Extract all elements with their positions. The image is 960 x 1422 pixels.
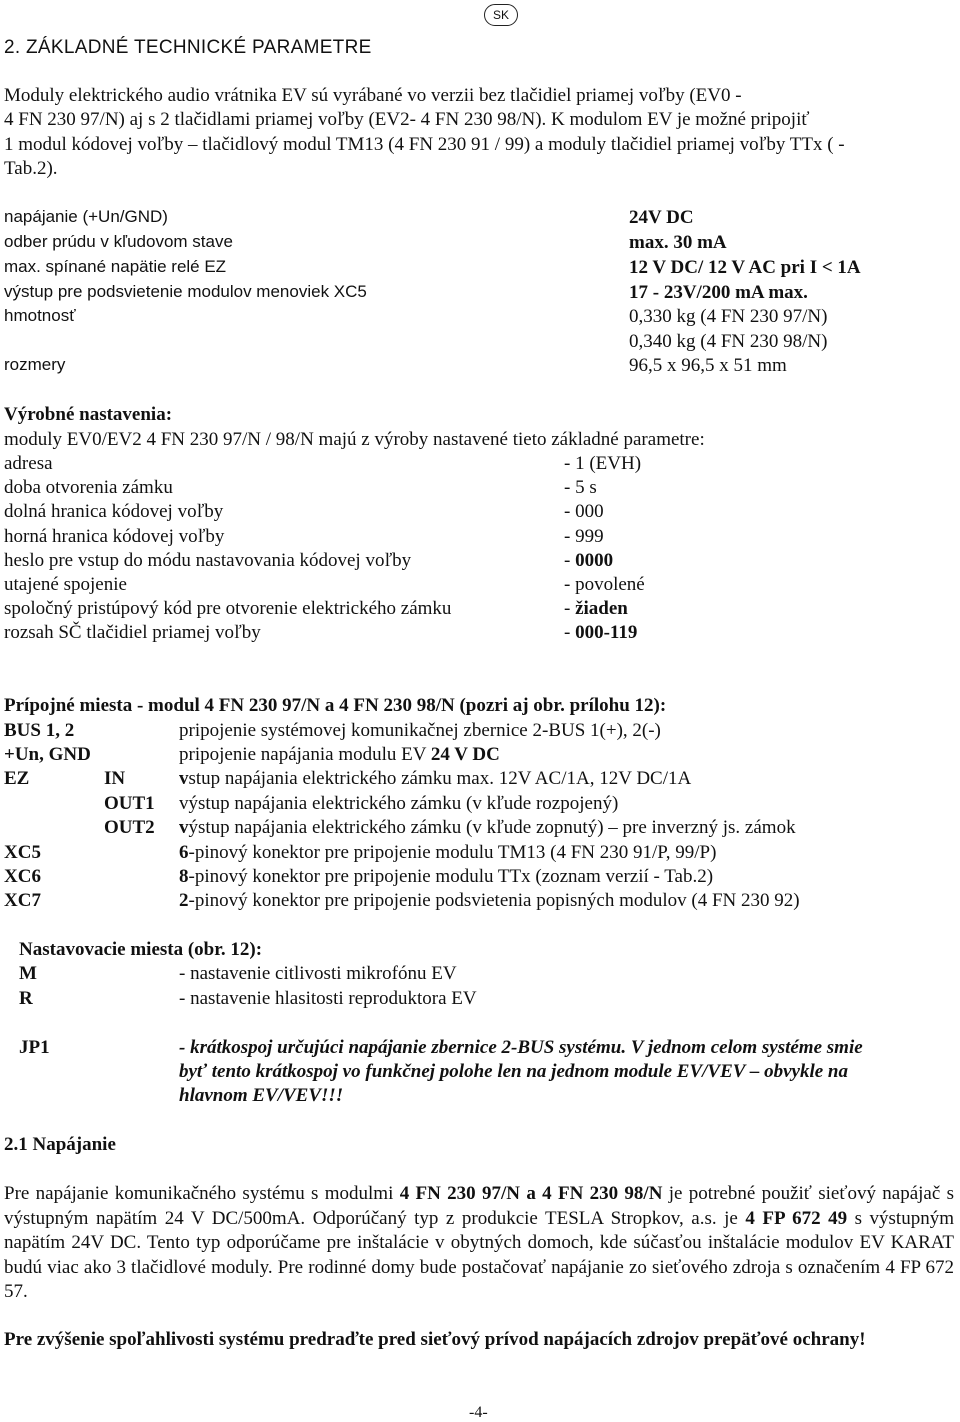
value-prefix: - bbox=[564, 598, 576, 619]
settings-desc-r: - nastavenie hlasitosti reproduktora EV bbox=[179, 988, 477, 1009]
spec-label-power: napájanie (+Un/GND) bbox=[4, 207, 168, 226]
surge-warning: Pre zvýšenie spoľahlivosti systému predraďte pred sieťový prívod napájacích zdrojov prepäťové ochrany! bbox=[4, 1329, 866, 1350]
desc-first: v bbox=[179, 817, 189, 838]
conn-label-xc5: XC5 bbox=[4, 842, 41, 863]
conn-label-xc7: XC7 bbox=[4, 890, 41, 911]
settings-desc-m: - nastavenie citlivosti mikrofónu EV bbox=[179, 963, 457, 984]
spec-value-power: 24V DC bbox=[629, 207, 694, 228]
spec-label-backlight: výstup pre podsvietenie modulov menoviek XC5 bbox=[4, 282, 367, 301]
spec-value-relay: 12 V DC/ 12 V AC pri I < 1A bbox=[629, 257, 861, 278]
desc-first: 8 bbox=[179, 866, 189, 887]
conn-desc-xc6 bbox=[179, 866, 713, 888]
desc-first: 2 bbox=[179, 890, 189, 911]
conn-label-xc6: XC6 bbox=[4, 866, 41, 887]
desc-text: -pinový konektor pre pripojenie podsvietenia popisných modulov (4 FN 230 92) bbox=[188, 890, 800, 911]
conn-label-out1: OUT1 bbox=[104, 793, 155, 814]
factory-row-value bbox=[564, 622, 637, 644]
value-prefix: - bbox=[564, 550, 576, 571]
language-badge: SK bbox=[484, 4, 518, 26]
factory-row-label: doba otvorenia zámku bbox=[4, 477, 173, 498]
intro-line-1: Moduly elektrického audio vrátnika EV sú vyrábané vo verzii bez tlačidiel priamej voľby (EV0 - bbox=[4, 85, 742, 106]
factory-row-label: utajené spojenie bbox=[4, 574, 127, 595]
factory-row-value bbox=[564, 550, 613, 572]
factory-row-label: heslo pre vstup do módu nastavovania kódovej voľby bbox=[4, 550, 412, 571]
desc-text: ýstup napájania elektrického zámku (v kľude zopnutý) – pre inverzný js. zámok bbox=[188, 817, 796, 838]
factory-intro: moduly EV0/EV2 4 FN 230 97/N / 98/N majú z výroby nastavené tieto základné parametre: bbox=[4, 429, 705, 450]
spec-value-weight-2: 0,340 kg (4 FN 230 98/N) bbox=[629, 331, 828, 352]
conn-label-out2: OUT2 bbox=[104, 817, 155, 838]
power-module-codes: 4 FN 230 97/N a 4 FN 230 98/N bbox=[399, 1183, 663, 1204]
value-bold: 0000 bbox=[575, 550, 614, 571]
intro-line-2: 4 FN 230 97/N) aj s 2 tlačidlami priamej voľby (EV2- 4 FN 230 98/N). K modulom EV je možné pripojiť bbox=[4, 109, 810, 130]
connections-heading: Prípojné miesta - modul 4 FN 230 97/N a 4 FN 230 98/N (pozri aj obr. prílohu 12): bbox=[4, 695, 667, 716]
conn-label-ez: EZ bbox=[4, 768, 30, 789]
conn-label-in: IN bbox=[104, 768, 126, 789]
power-text: Pre napájanie komunikačného systému s modulmi bbox=[4, 1183, 400, 1204]
conn-desc-xc7 bbox=[179, 890, 800, 912]
desc-bold: 24 V DC bbox=[430, 744, 500, 765]
factory-row-value: - povolené bbox=[564, 574, 645, 595]
conn-desc-in bbox=[179, 768, 691, 790]
settings-heading: Nastavovacie miesta (obr. 12): bbox=[19, 939, 263, 960]
settings-label-m: M bbox=[19, 963, 37, 984]
power-text: je potrebné použiť sieťový napájač s výstupným napätím 24 V DC/500mA. Odporúčaný typ z produkcie TESLA Stropkov, a.s. je bbox=[4, 1183, 955, 1229]
section-title: 2. ZÁKLADNÉ TECHNICKÉ PARAMETRE bbox=[4, 37, 372, 58]
settings-label-jp1: JP1 bbox=[19, 1037, 50, 1058]
spec-value-current: max. 30 mA bbox=[629, 232, 727, 253]
factory-row-value: - 5 s bbox=[564, 477, 597, 498]
spec-value-backlight: 17 - 23V/200 mA max. bbox=[629, 282, 808, 303]
factory-row-label: rozsah SČ tlačidiel priamej voľby bbox=[4, 622, 261, 643]
factory-row-label: horná hranica kódovej voľby bbox=[4, 526, 225, 547]
factory-row-value bbox=[564, 598, 628, 620]
desc-text: stup napájania elektrického zámku max. 12V AC/1A, 12V DC/1A bbox=[188, 768, 692, 789]
conn-desc-xc5 bbox=[179, 842, 716, 864]
power-heading: 2.1 Napájanie bbox=[4, 1134, 116, 1155]
page-number: -4- bbox=[469, 1404, 488, 1421]
value-bold: žiaden bbox=[575, 598, 628, 619]
power-supply-code: 4 FP 672 49 bbox=[745, 1207, 848, 1229]
factory-row-value: - 000 bbox=[564, 501, 604, 522]
conn-desc-out1: výstup napájania elektrického zámku (v kľude rozpojený) bbox=[179, 793, 619, 814]
desc-text: -pinový konektor pre pripojenie modulu TTx (zoznam verzií - Tab.2) bbox=[188, 866, 714, 887]
intro-line-3: 1 modul kódovej voľby – tlačidlový modul TM13 (4 FN 230 91 / 99) a moduly tlačidiel priamej voľby TTx ( - bbox=[4, 134, 845, 155]
power-paragraph bbox=[4, 1182, 954, 1305]
factory-row-value: - 1 (EVH) bbox=[564, 453, 642, 474]
factory-row-label: spoločný pristúpový kód pre otvorenie elektrického zámku bbox=[4, 598, 452, 619]
desc-text: -pinový konektor pre pripojenie modulu TM13 (4 FN 230 91/P, 99/P) bbox=[188, 842, 717, 863]
factory-row-value: - 999 bbox=[564, 526, 604, 547]
conn-desc-bus: pripojenie systémovej komunikačnej zbernice 2-BUS 1(+), 2(-) bbox=[179, 720, 661, 741]
spec-label-dimensions: rozmery bbox=[4, 355, 66, 374]
value-bold: 000-119 bbox=[575, 622, 638, 643]
jp1-line-3: hlavnom EV/VEV!!! bbox=[179, 1085, 344, 1106]
factory-row-label: adresa bbox=[4, 453, 53, 474]
factory-row-label: dolná hranica kódovej voľby bbox=[4, 501, 224, 522]
desc-text: pripojenie napájania modulu EV bbox=[179, 744, 431, 765]
spec-label-weight: hmotnosť bbox=[4, 306, 76, 325]
conn-desc-out2 bbox=[179, 817, 796, 839]
jp1-line-2: byť tento krátkospoj vo funkčnej polohe len na jednom module EV/VEV – obvykle na bbox=[179, 1061, 848, 1082]
spec-value-dimensions: 96,5 x 96,5 x 51 mm bbox=[629, 355, 787, 376]
value-prefix: - bbox=[564, 622, 576, 643]
factory-heading: Výrobné nastavenia: bbox=[4, 404, 173, 425]
power-text: s výstupným napätím 24V DC. Tento typ odporúčame pre inštalácie v obytných domoch, kde súčasťou inštalácie modulov EV KARAT budú viac ako 3 tlačidlové moduly. Pre rodinné domy bude postačovať napájanie zo sieťového zdroja s označením 4 FP 672 57. bbox=[4, 1207, 954, 1302]
conn-desc-un bbox=[179, 744, 500, 766]
desc-first: 6 bbox=[179, 842, 189, 863]
settings-label-r: R bbox=[19, 988, 33, 1009]
conn-label-un: +Un, GND bbox=[4, 744, 91, 765]
spec-label-current: odber prúdu v kľudovom stave bbox=[4, 232, 233, 251]
desc-first: v bbox=[179, 768, 189, 789]
conn-label-bus: BUS 1, 2 bbox=[4, 720, 75, 741]
intro-line-4: Tab.2). bbox=[4, 158, 58, 179]
jp1-line-1: - krátkospoj určujúci napájanie zbernice 2-BUS systému. V jednom celom systéme smie bbox=[179, 1037, 863, 1058]
spec-label-relay: max. spínané napätie relé EZ bbox=[4, 257, 227, 276]
spec-value-weight-1: 0,330 kg (4 FN 230 97/N) bbox=[629, 306, 828, 327]
